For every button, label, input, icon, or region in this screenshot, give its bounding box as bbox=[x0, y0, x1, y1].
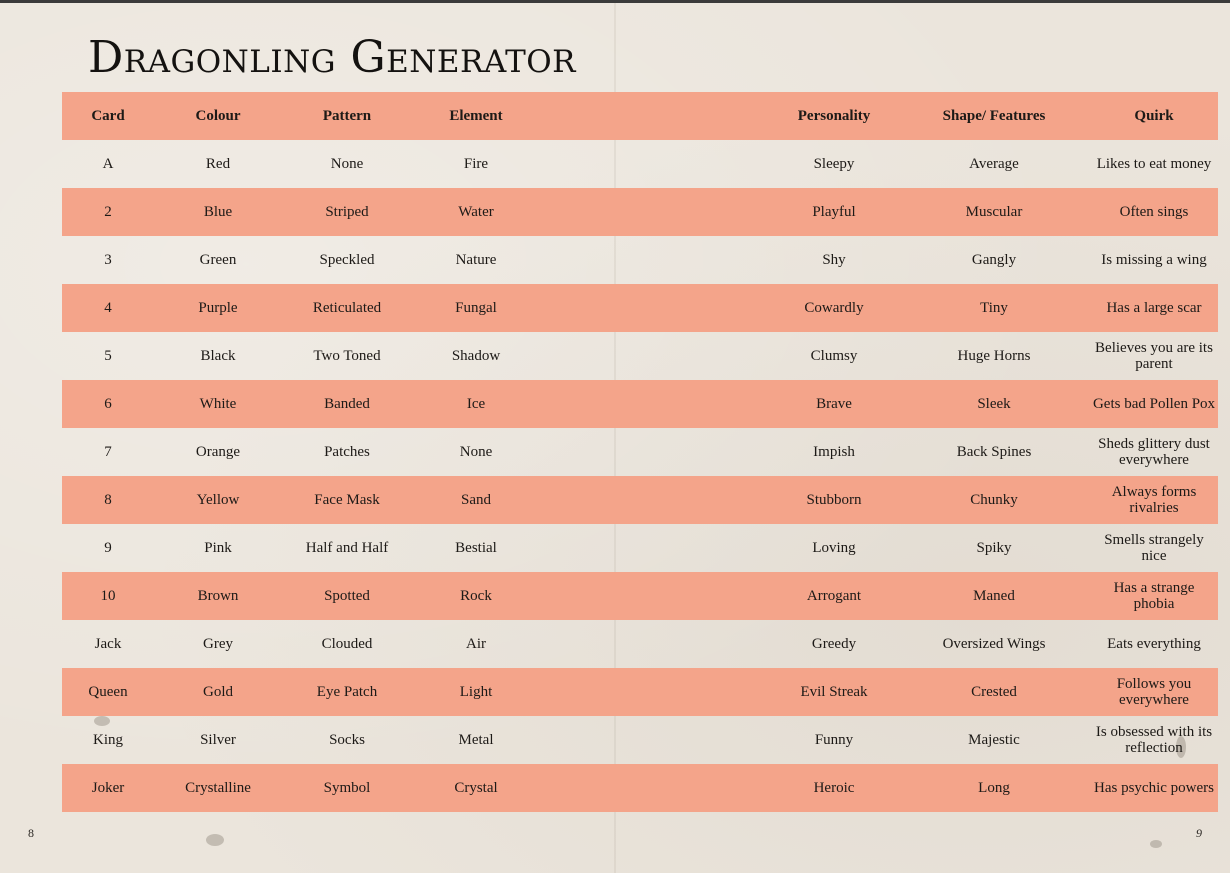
cell-personality: Stubborn bbox=[770, 476, 898, 524]
cell-element: None bbox=[459, 444, 493, 460]
cell-spacer bbox=[540, 524, 770, 572]
cell-spacer bbox=[540, 476, 770, 524]
cell-shape-features: Spiky bbox=[976, 540, 1012, 556]
cell-pattern: Symbol bbox=[282, 764, 412, 812]
column-header-personality: Personality bbox=[770, 92, 898, 140]
cell-shape-features: Sleek bbox=[898, 380, 1090, 428]
cell-colour: Crystalline bbox=[154, 764, 282, 812]
cell-element: Bestial bbox=[455, 540, 497, 556]
cell-colour: Gold bbox=[154, 668, 282, 716]
cell-colour: Purple bbox=[154, 284, 282, 332]
column-header-element: Element bbox=[412, 92, 540, 140]
cell-card: 10 bbox=[62, 572, 154, 620]
cell-personality: Greedy bbox=[811, 636, 857, 652]
page-number-right: 9 bbox=[1196, 826, 1202, 840]
cell-quirk: Is obsessed with its reflection bbox=[1095, 724, 1213, 756]
cell-quirk: Likes to eat money bbox=[1096, 156, 1212, 172]
cell-card: Joker bbox=[62, 764, 154, 812]
cell-shape-features: Crested bbox=[898, 668, 1090, 716]
column-header-shape-features: Shape/ Features bbox=[898, 92, 1090, 140]
cell-spacer bbox=[540, 380, 770, 428]
table-row bbox=[62, 380, 1218, 428]
cell-personality: Shy bbox=[822, 252, 846, 268]
cell-spacer bbox=[540, 572, 770, 620]
cell-spacer bbox=[540, 332, 770, 380]
cell-element: Rock bbox=[412, 572, 540, 620]
table-header-row bbox=[62, 92, 1218, 140]
cell-element: Sand bbox=[412, 476, 540, 524]
cell-shape-features: Muscular bbox=[898, 188, 1090, 236]
cell-element: Water bbox=[412, 188, 540, 236]
cell-colour: Grey bbox=[203, 636, 233, 652]
paper-speck bbox=[1150, 840, 1162, 848]
cell-colour: Brown bbox=[154, 572, 282, 620]
column-header-colour: Colour bbox=[154, 92, 282, 140]
table-row bbox=[62, 284, 1218, 332]
cell-colour: Orange bbox=[195, 444, 241, 460]
cell-card: 2 bbox=[62, 188, 154, 236]
cell-shape-features: Gangly bbox=[971, 252, 1017, 268]
cell-quirk: Has a large scar bbox=[1090, 284, 1218, 332]
cell-pattern: Spotted bbox=[282, 572, 412, 620]
cell-quirk: Is missing a wing bbox=[1101, 252, 1207, 268]
table-row bbox=[62, 572, 1218, 620]
cell-personality: Evil Streak bbox=[770, 668, 898, 716]
cell-colour: Green bbox=[199, 252, 237, 268]
page-title: Dragonling Generator bbox=[88, 32, 577, 83]
cell-quirk: Eats everything bbox=[1107, 636, 1201, 652]
cell-shape-features: Huge Horns bbox=[957, 348, 1031, 364]
cell-spacer bbox=[540, 284, 770, 332]
column-header-quirk: Quirk bbox=[1090, 92, 1218, 140]
cell-colour: Black bbox=[200, 348, 236, 364]
cell-pattern: Striped bbox=[282, 188, 412, 236]
cell-card: 8 bbox=[62, 476, 154, 524]
cell-spacer bbox=[540, 236, 770, 284]
cell-pattern: Eye Patch bbox=[282, 668, 412, 716]
table-body bbox=[62, 140, 1218, 812]
cell-spacer bbox=[540, 668, 770, 716]
cell-card: 9 bbox=[104, 540, 112, 556]
cell-pattern: None bbox=[330, 156, 364, 172]
cell-quirk: Often sings bbox=[1090, 188, 1218, 236]
cell-shape-features: Average bbox=[969, 156, 1019, 172]
cell-pattern: Banded bbox=[282, 380, 412, 428]
cell-pattern: Face Mask bbox=[282, 476, 412, 524]
cell-element: Metal bbox=[458, 732, 494, 748]
cell-element: Air bbox=[466, 636, 486, 652]
cell-personality: Impish bbox=[813, 444, 855, 460]
cell-spacer bbox=[540, 716, 770, 764]
table-row bbox=[62, 236, 1218, 284]
cell-card: 7 bbox=[104, 444, 112, 460]
cell-personality: Brave bbox=[770, 380, 898, 428]
cell-card: 6 bbox=[62, 380, 154, 428]
cell-quirk: Follows you everywhere bbox=[1090, 668, 1218, 716]
cell-personality: Loving bbox=[812, 540, 856, 556]
cell-card: King bbox=[93, 732, 123, 748]
cell-pattern: Patches bbox=[324, 444, 370, 460]
table-row bbox=[62, 668, 1218, 716]
dragonling-table bbox=[62, 92, 1218, 812]
table-row bbox=[62, 332, 1218, 380]
cell-shape-features: Maned bbox=[898, 572, 1090, 620]
cell-card: Jack bbox=[94, 636, 122, 652]
cell-card: 3 bbox=[104, 252, 112, 268]
cell-element: Shadow bbox=[451, 348, 501, 364]
column-header-card: Card bbox=[62, 92, 154, 140]
cell-quirk: Sheds glittery dust everywhere bbox=[1098, 436, 1210, 468]
cell-shape-features: Oversized Wings bbox=[942, 636, 1046, 652]
cell-element: Fire bbox=[463, 156, 489, 172]
cell-card: 4 bbox=[62, 284, 154, 332]
cell-personality: Sleepy bbox=[813, 156, 855, 172]
table-row bbox=[62, 620, 1218, 668]
paper-speck bbox=[206, 834, 224, 846]
cell-element: Light bbox=[412, 668, 540, 716]
cell-personality: Arrogant bbox=[770, 572, 898, 620]
cell-shape-features: Majestic bbox=[968, 732, 1020, 748]
page-number-left: 8 bbox=[28, 826, 34, 840]
cell-card: 5 bbox=[104, 348, 112, 364]
cell-pattern: Socks bbox=[329, 732, 365, 748]
cell-pattern: Clouded bbox=[321, 636, 373, 652]
table-row bbox=[62, 476, 1218, 524]
table-row bbox=[62, 140, 1218, 188]
column-header-spacer bbox=[540, 92, 770, 140]
cell-personality: Playful bbox=[770, 188, 898, 236]
cell-quirk: Smells strangely nice bbox=[1104, 532, 1204, 564]
cell-element: Fungal bbox=[412, 284, 540, 332]
cell-spacer bbox=[540, 428, 770, 476]
cell-quirk: Believes you are its parent bbox=[1095, 340, 1213, 372]
cell-colour: White bbox=[154, 380, 282, 428]
column-header-pattern: Pattern bbox=[282, 92, 412, 140]
table-row bbox=[62, 188, 1218, 236]
cell-quirk: Always forms rivalries bbox=[1090, 476, 1218, 524]
cell-colour: Silver bbox=[200, 732, 236, 748]
table-row bbox=[62, 716, 1218, 764]
cell-spacer bbox=[540, 764, 770, 812]
cell-personality: Clumsy bbox=[810, 348, 858, 364]
table-row bbox=[62, 428, 1218, 476]
cell-spacer bbox=[540, 140, 770, 188]
cell-quirk: Has a strange phobia bbox=[1090, 572, 1218, 620]
cell-quirk: Gets bad Pollen Pox bbox=[1090, 380, 1218, 428]
cell-quirk: Has psychic powers bbox=[1090, 764, 1218, 812]
cell-shape-features: Long bbox=[898, 764, 1090, 812]
cell-colour: Blue bbox=[154, 188, 282, 236]
cell-element: Crystal bbox=[412, 764, 540, 812]
cell-pattern: Reticulated bbox=[282, 284, 412, 332]
table-row bbox=[62, 524, 1218, 572]
cell-personality: Funny bbox=[814, 732, 854, 748]
cell-spacer bbox=[540, 620, 770, 668]
cell-spacer bbox=[540, 188, 770, 236]
cell-card: A bbox=[102, 156, 114, 172]
cell-pattern: Speckled bbox=[319, 252, 375, 268]
cell-colour: Pink bbox=[204, 540, 232, 556]
cell-shape-features: Back Spines bbox=[956, 444, 1032, 460]
cell-colour: Yellow bbox=[154, 476, 282, 524]
cell-element: Nature bbox=[455, 252, 497, 268]
cell-element: Ice bbox=[412, 380, 540, 428]
cell-personality: Heroic bbox=[770, 764, 898, 812]
cell-shape-features: Chunky bbox=[898, 476, 1090, 524]
cell-pattern: Two Toned bbox=[313, 348, 381, 364]
table-row bbox=[62, 764, 1218, 812]
cell-card: Queen bbox=[62, 668, 154, 716]
cell-personality: Cowardly bbox=[770, 284, 898, 332]
cell-shape-features: Tiny bbox=[898, 284, 1090, 332]
cell-pattern: Half and Half bbox=[305, 540, 389, 556]
cell-colour: Red bbox=[205, 156, 231, 172]
